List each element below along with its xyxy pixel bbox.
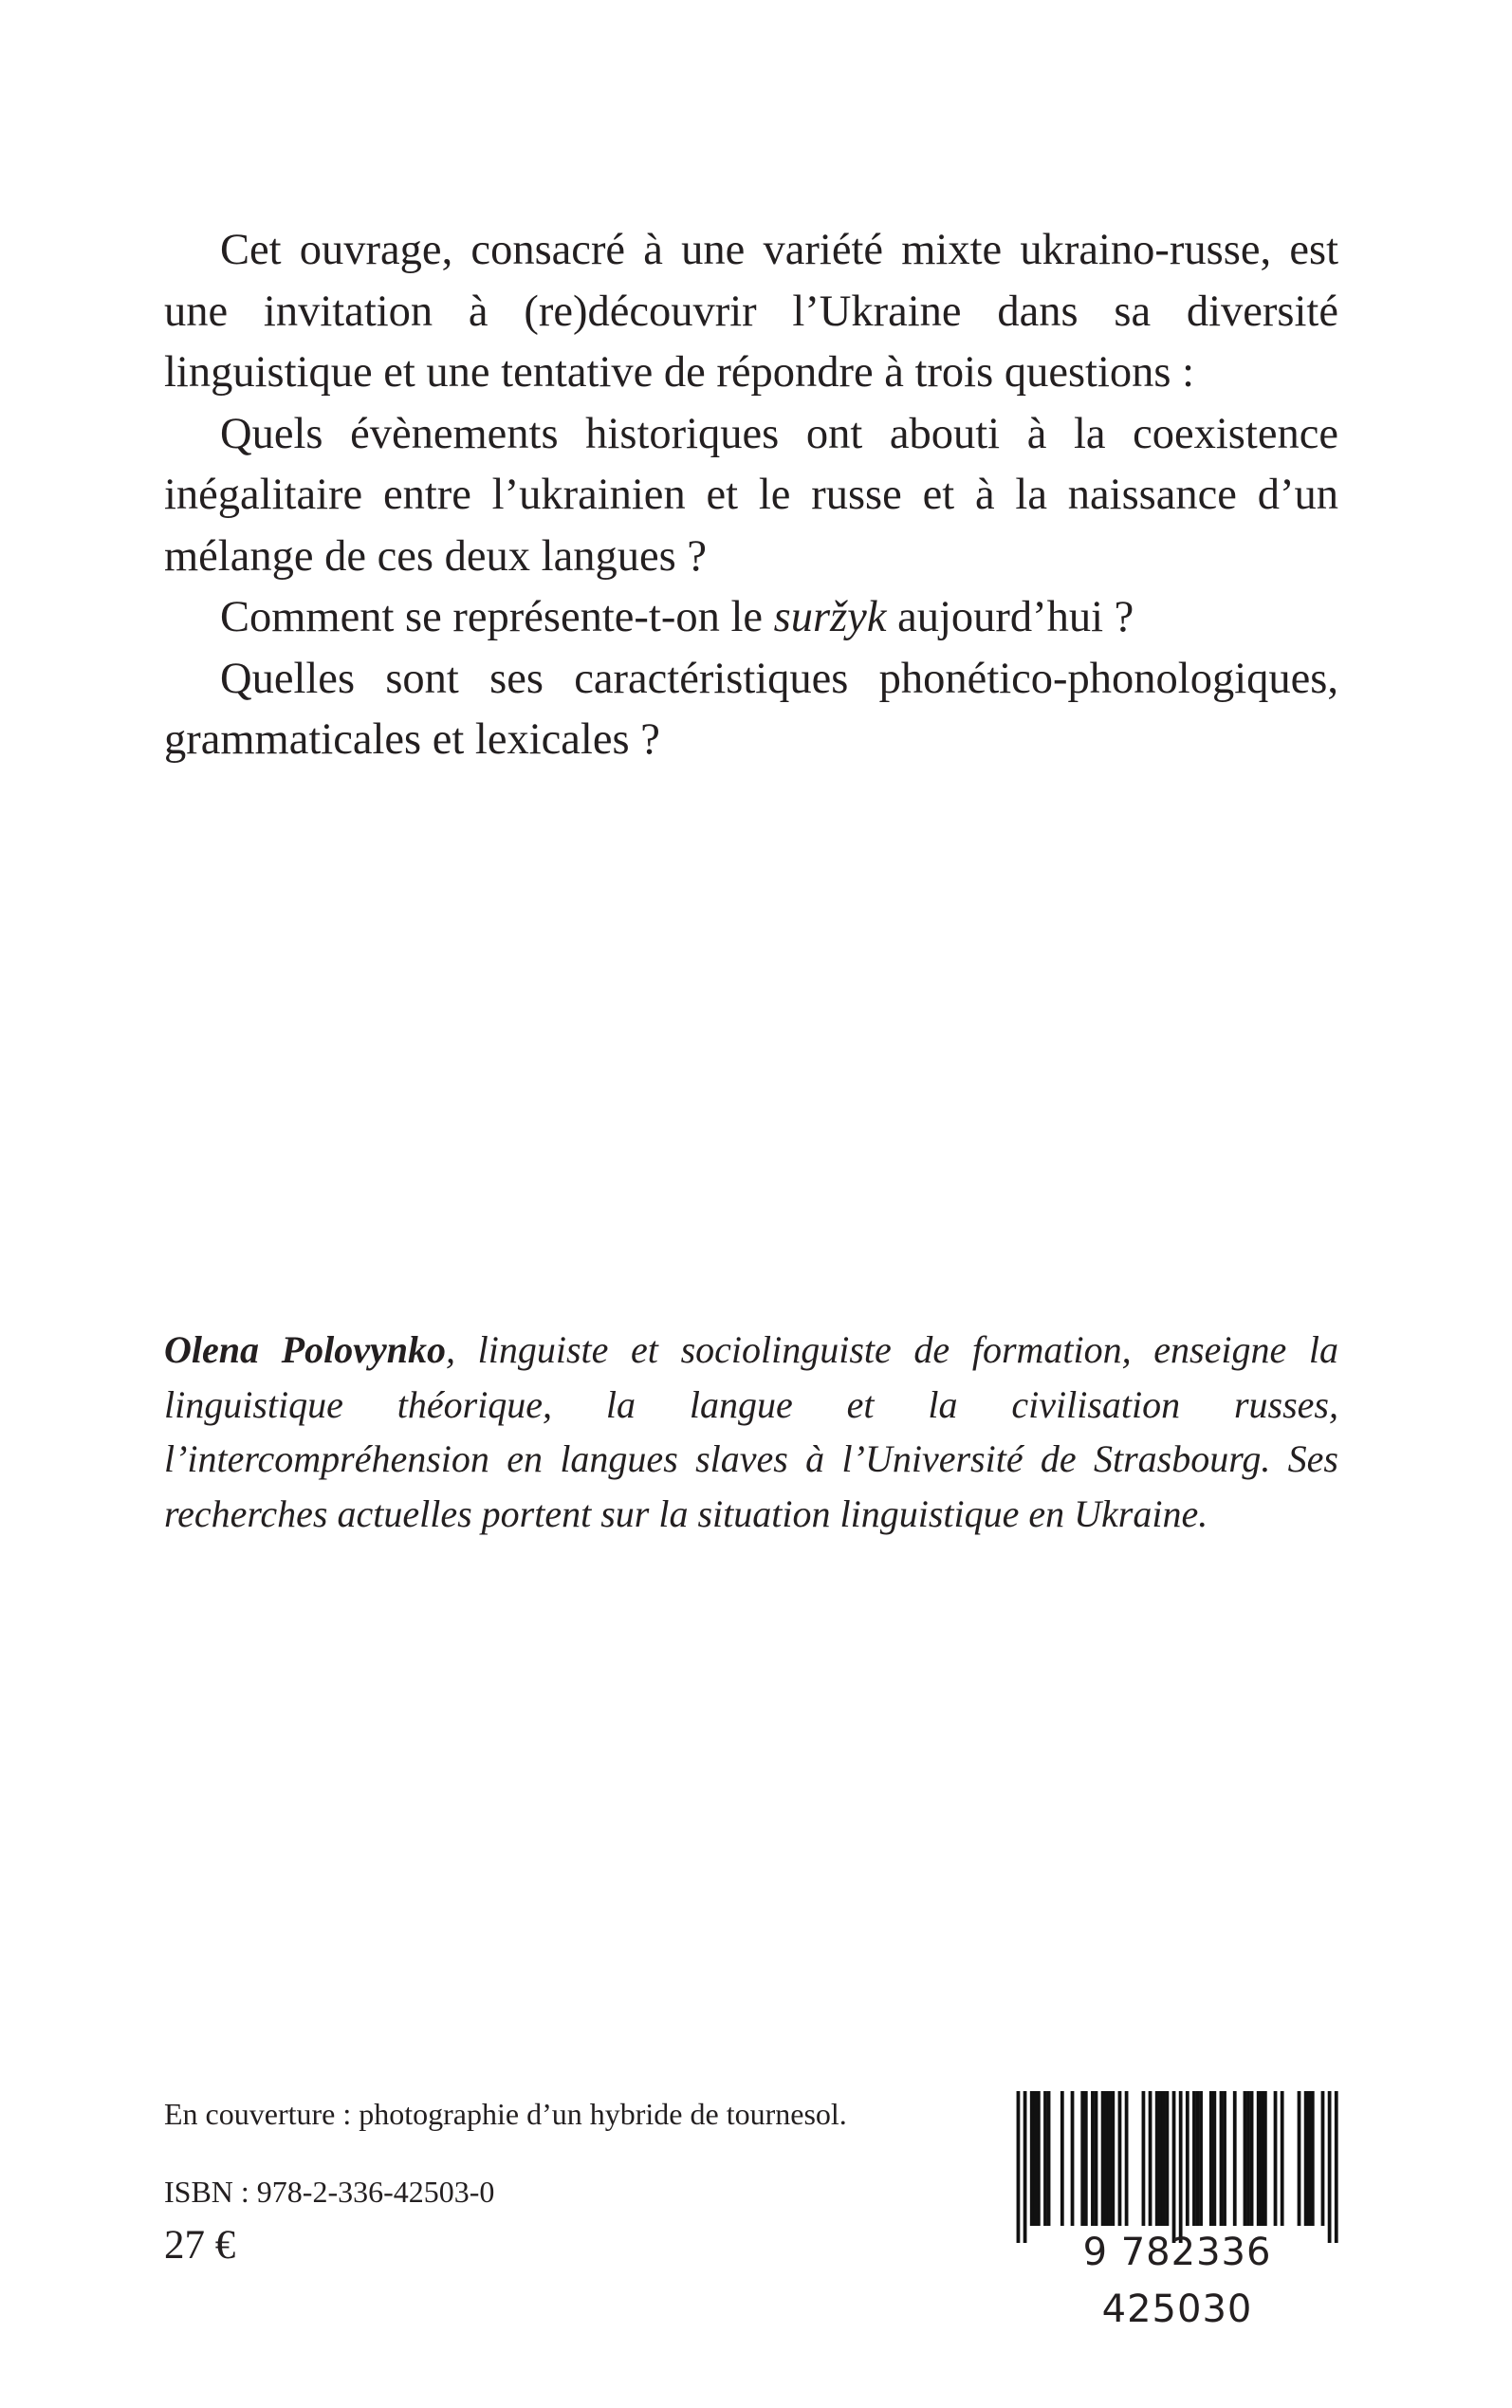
barcode-bar [1125, 2091, 1129, 2226]
description-text: aujourd’hui ? [886, 593, 1134, 641]
price: 27 € [164, 2223, 236, 2268]
barcode-bar [1149, 2091, 1152, 2226]
description-paragraph: Cet ouvrage, consacré à une variété mixte ukraino-russe, est une invitation à (re)découvrir l’Ukraine dans sa diversité linguistique et une tentative de répondre à trois questions : [164, 226, 1338, 397]
barcode-bar [1095, 2091, 1098, 2226]
barcode-bar [1304, 2091, 1308, 2226]
barcode-bar [1335, 2091, 1338, 2243]
description-paragraph: Quels évènements historiques ont abouti à la coexistence inégalitaire entre l’ukrainien et le russe et à la naissance d’un mélange de ces deux langues ? [164, 409, 1338, 581]
barcode-bar [1043, 2091, 1047, 2226]
barcode-bar [1192, 2091, 1196, 2226]
barcode-bar [1108, 2091, 1112, 2226]
barcode-bar [1155, 2091, 1159, 2226]
description-paragraph: Quelles sont ses caractéristiques phonético-phonologiques, grammaticales et lexicales ? [164, 654, 1338, 764]
barcode-bar [1220, 2091, 1224, 2226]
barcode-bar [1118, 2091, 1122, 2226]
back-cover-description [164, 220, 1338, 771]
barcode-bar [1250, 2091, 1254, 2226]
barcode-bar [1298, 2091, 1301, 2226]
barcode-bar [1196, 2091, 1200, 2226]
barcode-bar [1186, 2091, 1189, 2226]
barcode-bar [1321, 2091, 1325, 2226]
barcode-bar [1281, 2091, 1284, 2226]
author-bio-text: , linguiste et sociolinguiste de formation, enseigne la linguistique théorique, la langue et la civilisation russes, l’intercompréhension en langues slaves à l’Université de Strasbourg. Ses recherches actuelles portent sur la situation linguistique en Ukraine. [164, 1328, 1338, 1535]
barcode-bar [1328, 2091, 1332, 2243]
surzyk-term: suržyk [773, 593, 887, 641]
barcode-bar [1223, 2091, 1226, 2226]
barcode-bar [1263, 2091, 1267, 2226]
author-name: Olena Polovynko [164, 1328, 446, 1371]
barcode-bar [1111, 2091, 1115, 2226]
author-bio [164, 1323, 1338, 1541]
barcode-bar [1037, 2091, 1041, 2226]
barcode-bar [1274, 2091, 1278, 2226]
barcode-bar [1017, 2091, 1021, 2243]
description-text: Comment se représente-t-on le [220, 593, 774, 641]
cover-credit: En couverture : photographie d’un hybride de tournesol. [164, 2097, 847, 2131]
barcode-bar [1172, 2091, 1176, 2243]
barcode-bar [1260, 2091, 1263, 2226]
barcode-bar [1257, 2091, 1261, 2226]
barcode-bar [1084, 2091, 1088, 2226]
barcode-bar [1060, 2091, 1064, 2226]
barcode-bar [1080, 2091, 1084, 2226]
barcode-bar [1101, 2091, 1105, 2226]
barcode-bar [1233, 2091, 1237, 2226]
barcode-bar [1162, 2091, 1166, 2226]
barcode-bar [1246, 2091, 1250, 2226]
barcode-bar [1209, 2091, 1213, 2226]
barcode-bar [1047, 2091, 1051, 2226]
barcode-bar [1311, 2091, 1315, 2226]
barcode-bar [1142, 2091, 1146, 2226]
barcode-bar [1199, 2091, 1203, 2226]
barcode-bar [1104, 2091, 1108, 2226]
barcode-bar [1023, 2091, 1027, 2243]
barcode [1013, 2091, 1341, 2331]
barcode-bar [1030, 2091, 1034, 2226]
barcode-bar [1179, 2091, 1183, 2243]
isbn: ISBN : 978-2-336-42503-0 [164, 2175, 495, 2209]
barcode-bar [1071, 2091, 1075, 2226]
barcode-digits: 9 782336 425030 [1082, 2231, 1272, 2331]
author-bio-paragraph [164, 1323, 1338, 1541]
description-paragraph [164, 587, 1338, 649]
barcode-bar [1166, 2091, 1170, 2226]
barcode-bar [1212, 2091, 1216, 2226]
barcode-bar [1244, 2091, 1247, 2226]
barcode-bar [1033, 2091, 1037, 2226]
barcode-bar [1091, 2091, 1095, 2226]
barcode-bar [1307, 2091, 1311, 2226]
barcode-bar [1158, 2091, 1162, 2226]
